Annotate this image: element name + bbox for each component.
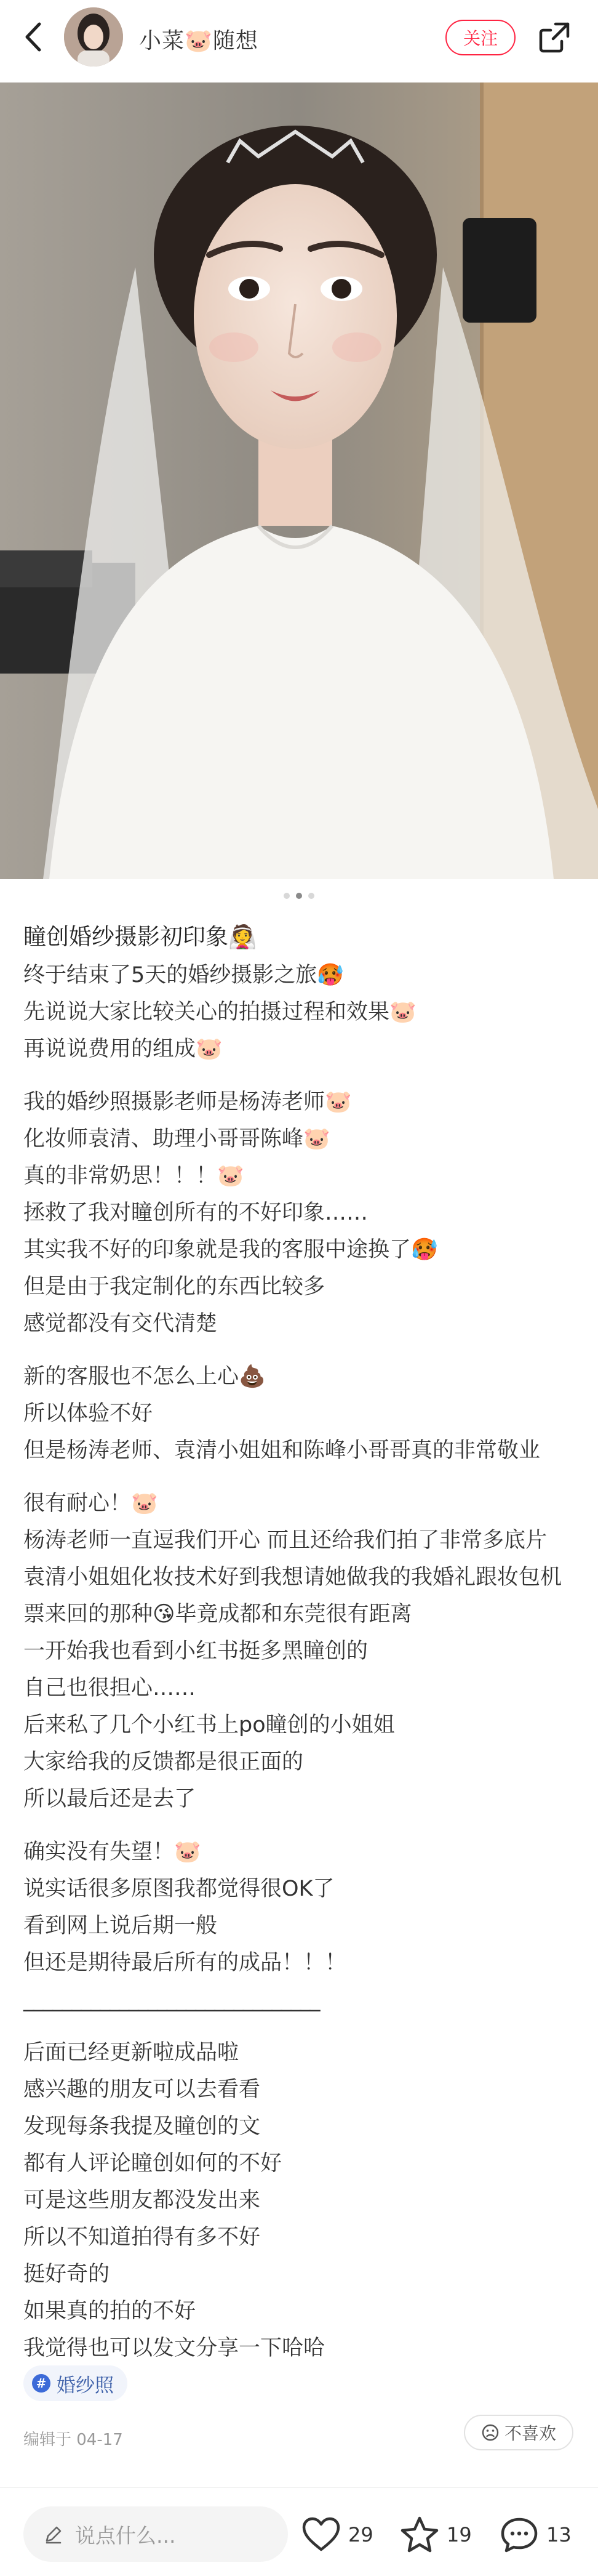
comment-bubble-icon (500, 2516, 539, 2554)
post-line: 我觉得也可以发文分享一下哈哈 (23, 2336, 325, 2361)
post-line: 新的客服也不怎么上心💩 (23, 1364, 266, 1389)
carousel-dot[interactable] (284, 893, 290, 899)
post-line: 但还是期待最后所有的成品！！！ (23, 1950, 347, 1975)
like-count: 29 (348, 2523, 373, 2546)
heart-icon (301, 2516, 341, 2553)
share-icon (537, 20, 572, 55)
share-button[interactable] (535, 18, 573, 57)
back-icon (23, 22, 43, 52)
post-title: 瞳创婚纱摄影初印象👰 (23, 924, 257, 950)
carousel-dot[interactable] (308, 893, 314, 899)
star-icon (400, 2516, 439, 2554)
top-bar (0, 0, 598, 80)
post-content (23, 917, 577, 2367)
post-photo[interactable] (0, 83, 598, 879)
post-line: 感兴趣的朋友可以去看看 (23, 2077, 261, 2102)
post-line: 所以体验不好 (23, 1401, 153, 1426)
post-line: 自己也很担心…… (23, 1676, 196, 1701)
post-line: 后来私了几个小红书上po瞳创的小姐姐 (23, 1713, 395, 1737)
post-line: 其实我不好的印象就是我的客服中途换了🥵 (23, 1238, 438, 1262)
comment-count: 13 (546, 2523, 572, 2546)
post-line: 很有耐心！🐷 (23, 1491, 158, 1516)
post-line: 如果真的拍的不好 (23, 2299, 196, 2324)
avatar[interactable] (64, 7, 123, 66)
carousel-dot-active[interactable] (296, 893, 302, 899)
carousel-indicator (0, 893, 598, 903)
author-name[interactable]: 小菜🐷随想 (139, 28, 258, 54)
post-line: 终于结束了5天的婚纱摄影之旅🥵 (23, 963, 344, 988)
comment-input[interactable] (23, 2506, 288, 2562)
hashtag-icon: # (32, 2374, 50, 2393)
post-line: 发现每条我提及瞳创的文 (23, 2114, 261, 2139)
post-line: 可是这些朋友都没发出来 (23, 2188, 261, 2213)
collect-button[interactable] (400, 2515, 472, 2554)
post-line: 看到网上说后期一般 (23, 1914, 218, 1938)
post-line: 感觉都没有交代清楚 (23, 1311, 218, 1336)
dislike-label: 不喜欢 (504, 2423, 556, 2444)
comment-placeholder: 说点什么... (75, 2523, 176, 2548)
dislike-button[interactable] (464, 2415, 573, 2450)
post-line: 但是杨涛老师、袁清小姐姐和陈峰小哥哥真的非常敬业 (23, 1438, 541, 1463)
post-line: 所以不知道拍得有多不好 (23, 2225, 261, 2250)
back-button[interactable] (15, 18, 52, 55)
post-line: 挺好奇的 (23, 2262, 110, 2287)
collect-count: 19 (447, 2523, 472, 2546)
pencil-icon (43, 2524, 64, 2545)
topic-tag-label: 婚纱照 (57, 2374, 114, 2397)
post-line: 再说说费用的组成🐷 (23, 1037, 223, 1061)
post-line: 都有人评论瞳创如何的不好 (23, 2151, 282, 2176)
like-button[interactable] (301, 2515, 373, 2554)
post-line: 真的非常奶思！！！🐷 (23, 1164, 244, 1188)
post-line: 先说说大家比较关心的拍摄过程和效果🐷 (23, 1000, 417, 1024)
post-line: 但是由于我定制化的东西比较多 (23, 1274, 325, 1299)
bottom-action-bar (0, 2487, 598, 2576)
post-line: 一开始我也看到小红书挺多黑瞳创的 (23, 1639, 369, 1664)
post-line: 我的婚纱照摄影老师是杨涛老师🐷 (23, 1090, 352, 1114)
topic-tag[interactable] (23, 2365, 127, 2401)
follow-button[interactable]: 关注 (445, 20, 516, 55)
post-line: 袁清小姐姐化妆技术好到我想请她做我的我婚礼跟妆包机票来回的那种😘毕竟成都和东莞很有距离 (23, 1565, 562, 1627)
post-line: 确实没有失望！🐷 (23, 1840, 201, 1864)
post-line: 化妆师袁清、助理小哥哥陈峰🐷 (23, 1127, 330, 1151)
post-line: 杨涛老师一直逗我们开心 而且还给我们拍了非常多底片 (23, 1528, 548, 1553)
frown-icon (481, 2423, 500, 2442)
post-line: 所以最后还是去了 (23, 1787, 196, 1811)
text-divider: _______________________________ (23, 1987, 319, 2012)
edited-date: 编辑于 04-17 (23, 2431, 123, 2449)
post-line: 说实话很多原图我都觉得很OK了 (23, 1877, 335, 1901)
post-line: 大家给我的反馈都是很正面的 (23, 1750, 304, 1774)
comment-button[interactable] (500, 2515, 572, 2554)
post-line: 拯救了我对瞳创所有的不好印象…… (23, 1201, 369, 1225)
post-line: 后面已经更新啦成品啦 (23, 2040, 239, 2065)
